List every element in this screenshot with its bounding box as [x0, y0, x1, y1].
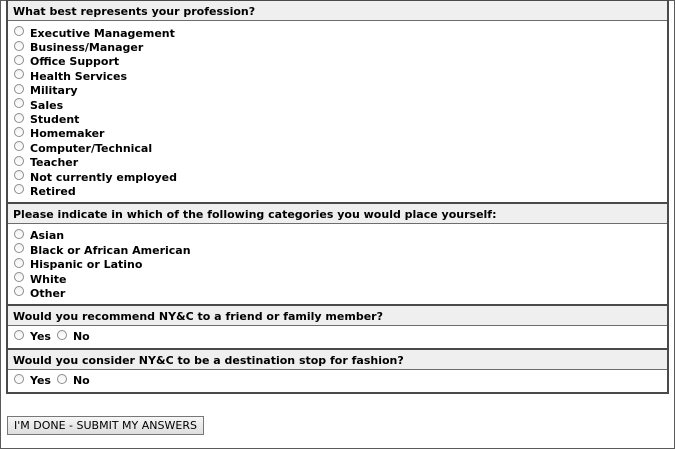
- radio-option[interactable]: [14, 156, 667, 170]
- question-title: Please indicate in which of the following categories you would place yourself:: [8, 204, 667, 224]
- radio-button[interactable]: [14, 229, 24, 239]
- option-label: Retired: [30, 184, 76, 198]
- radio-button[interactable]: [14, 156, 24, 166]
- radio-option[interactable]: [14, 170, 667, 184]
- radio-button[interactable]: [14, 26, 24, 36]
- option-label: No: [72, 330, 90, 344]
- radio-option[interactable]: [14, 243, 667, 257]
- destination-options: [8, 370, 667, 392]
- radio-button[interactable]: [14, 286, 24, 296]
- radio-option[interactable]: [14, 184, 667, 198]
- radio-option-yes[interactable]: [14, 374, 51, 387]
- option-label: Sales: [30, 98, 64, 112]
- radio-button[interactable]: [14, 127, 24, 137]
- submit-button[interactable]: I'M DONE - SUBMIT MY ANSWERS: [7, 416, 204, 435]
- radio-button[interactable]: [14, 374, 24, 384]
- option-label: Health Services: [30, 69, 128, 83]
- option-label: Executive Management: [30, 26, 175, 40]
- recommend-options: [8, 326, 667, 350]
- radio-option-no[interactable]: [57, 374, 90, 387]
- radio-option[interactable]: [14, 141, 667, 155]
- radio-option-no[interactable]: [57, 330, 90, 343]
- radio-option[interactable]: [14, 40, 667, 54]
- profession-options: [8, 21, 667, 204]
- question-title: Would you consider NY&C to be a destination stop for fashion?: [8, 350, 667, 370]
- radio-button[interactable]: [14, 69, 24, 79]
- radio-button[interactable]: [57, 374, 67, 384]
- radio-button[interactable]: [14, 330, 24, 340]
- question-title: What best represents your profession?: [8, 1, 667, 21]
- option-label: Business/Manager: [30, 41, 144, 55]
- radio-option[interactable]: [14, 112, 667, 126]
- question-title: Would you recommend NY&C to a friend or family member?: [8, 306, 667, 326]
- radio-button[interactable]: [14, 141, 24, 151]
- radio-button[interactable]: [14, 98, 24, 108]
- radio-button[interactable]: [14, 184, 24, 194]
- option-label: Asian: [30, 229, 65, 243]
- radio-option-yes[interactable]: [14, 330, 51, 343]
- radio-option[interactable]: [14, 286, 667, 300]
- option-label: Not currently employed: [30, 170, 178, 184]
- radio-option[interactable]: [14, 257, 667, 271]
- option-label: Hispanic or Latino: [30, 258, 143, 272]
- radio-option[interactable]: [14, 229, 667, 243]
- option-label: Computer/Technical: [30, 141, 153, 155]
- radio-option[interactable]: [14, 26, 667, 40]
- option-label: Homemaker: [30, 127, 105, 141]
- option-label: Other: [30, 286, 66, 300]
- radio-option[interactable]: [14, 55, 667, 69]
- radio-button[interactable]: [14, 41, 24, 51]
- radio-button[interactable]: [14, 243, 24, 253]
- radio-option[interactable]: [14, 98, 667, 112]
- option-label: Student: [30, 113, 80, 127]
- radio-button[interactable]: [14, 84, 24, 94]
- option-label: Military: [30, 84, 78, 98]
- survey-form: [6, 0, 669, 394]
- option-label: Office Support: [30, 55, 120, 69]
- option-label: No: [72, 374, 90, 388]
- option-label: Black or African American: [30, 243, 191, 257]
- option-label: Yes: [30, 374, 51, 388]
- radio-option[interactable]: [14, 69, 667, 83]
- option-label: Teacher: [30, 156, 79, 170]
- radio-button[interactable]: [57, 330, 67, 340]
- radio-button[interactable]: [14, 170, 24, 180]
- radio-button[interactable]: [14, 113, 24, 123]
- ethnicity-options: [8, 224, 667, 306]
- radio-button[interactable]: [14, 258, 24, 268]
- radio-option[interactable]: [14, 272, 667, 286]
- radio-button[interactable]: [14, 55, 24, 65]
- option-label: Yes: [30, 330, 51, 344]
- radio-button[interactable]: [14, 272, 24, 282]
- option-label: White: [30, 272, 67, 286]
- radio-option[interactable]: [14, 84, 667, 98]
- radio-option[interactable]: [14, 127, 667, 141]
